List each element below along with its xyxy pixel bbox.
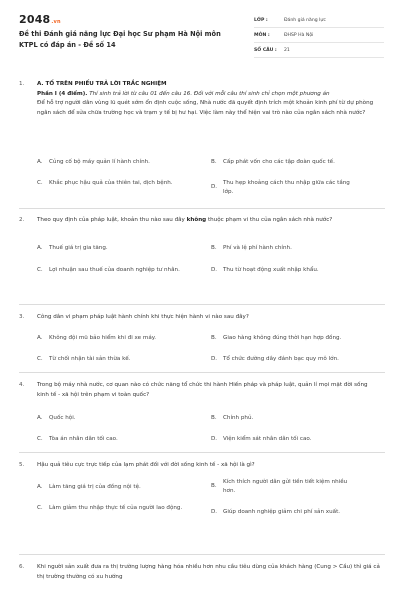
option-text: Thu hẹp khoảng cách thu nhập giữa các tầng lớp. [223,180,350,195]
option-letter: D. [211,356,218,362]
meta-row-subject [254,28,384,43]
section-heading: A. TỐ TRÊN PHIẾU TRẢ LỜI TRẮC NGHIỆM [37,81,167,87]
option-a[interactable] [37,158,207,168]
option-letter: D. [211,184,218,191]
option-text: Thu từ hoạt động xuất nhập khẩu. [223,267,319,274]
option-d[interactable] [211,355,381,365]
option-a[interactable] [37,244,207,254]
question-text [37,216,381,226]
question-text-part: thuộc phạm vi thu của ngân sách nhà nước? [206,217,333,223]
question-text: Hậu quả tiêu cực trực tiếp của lạm phát đối với đời sống kinh tế - xã hội là gì? [37,462,255,468]
option-letter: C. [37,436,43,442]
question-text: Khi người sản xuất đưa ra thị trường lượng hàng hóa nhiều hơn nhu cầu tiêu dùng của khách hàng (Cung > Cầu) thì giá cả thị trường thường có xu hướng [37,564,380,580]
question-divider [19,304,385,305]
option-text: Giúp doanh nghiệp giảm chi phí sản xuất. [223,509,341,516]
option-letter: A. [37,245,43,251]
part-label: Phần I (4 điểm). [37,90,88,97]
question-keyword: không [186,217,207,223]
document-title: Đề thi Đánh giá năng lực Đại học Sư phạm Hà Nội môn KTPL có đáp án - Đề số 14 [19,30,221,49]
meta-key: SỐ CÂU : [254,47,277,53]
option-b[interactable] [211,414,381,424]
meta-key: MÔN : [254,32,270,38]
option-c[interactable] [37,266,192,276]
option-letter: B. [211,415,217,421]
meta-key: LỚP : [254,17,268,23]
option-text: Làm giảm thu nhập thực tế của người lao động. [49,505,183,512]
option-a[interactable] [37,483,207,493]
meta-value: ĐHSP Hà Nội [284,32,314,38]
meta-value: 21 [284,47,290,53]
option-text: Làm tăng giá trị của đồng nội tệ. [49,484,141,491]
option-letter: B. [211,245,217,251]
option-letter: D. [211,436,218,442]
question-text: Để hỗ trợ người dân vùng lũ quét sớm ổn định cuộc sống, Nhà nước đã quyết định trích một khoản kinh phí từ dự phòng ngân sách để sửa chữa trường học và trạm y tế bị hư hại. Việc làm này thể hiện vai trò nào của ngân sách nhà nước? [37,100,374,116]
option-b[interactable] [211,244,381,254]
document-meta-table [254,13,384,58]
option-letter: D. [211,509,218,515]
option-text: Củng cố bộ máy quản lí hành chính. [49,159,150,166]
question-number: 2. [19,217,25,223]
option-d[interactable] [211,266,381,276]
question-number: 4. [19,382,25,388]
option-d[interactable] [211,179,361,197]
option-c[interactable] [37,504,187,514]
option-text: Giao hàng không đúng thời hạn hợp đồng. [223,335,342,342]
option-text: Cấp phát vốn cho các tập đoàn quốc tế. [223,159,335,166]
option-d[interactable] [211,508,381,518]
document-header [0,0,400,66]
option-text: Không đội mũ bảo hiểm khi đi xe máy. [49,335,157,342]
option-letter: C. [37,180,43,186]
option-text: Tòa án nhân dân tối cao. [49,436,118,443]
option-text: Chính phủ. [223,415,254,422]
option-text: Từ chối nhận tài sản thừa kế. [49,356,131,363]
option-letter: C. [37,356,43,362]
option-text: Khắc phục hậu quả của thiên tai, dịch bệnh. [49,180,173,187]
option-letter: B. [211,483,217,490]
option-text: Tổ chức đường dây đánh bạc quy mô lớn. [223,356,339,363]
site-logo[interactable] [19,13,61,26]
option-letter: A. [37,159,43,165]
option-letter: C. [37,267,43,273]
meta-row-class [254,13,384,28]
option-letter: B. [211,159,217,165]
option-letter: D. [211,267,218,273]
question-divider [19,208,385,209]
option-text: Lợi nhuận sau thuế của doanh nghiệp tư nhân. [49,267,180,274]
option-a[interactable] [37,414,207,424]
option-a[interactable] [37,334,207,344]
option-c[interactable] [37,435,207,445]
option-b[interactable] [211,158,381,168]
option-text: Thuế giá trị gia tăng. [49,245,108,252]
question-divider [19,372,385,373]
logo-suffix: .vn [51,19,61,25]
part-instruction [37,90,381,100]
option-text: Kích thích người dân gửi tiền tiết kiệm nhiều hơn. [223,479,348,494]
question-number: 3. [19,314,25,320]
question-number: 5. [19,462,25,468]
question-number: 6. [19,564,25,570]
logo-main: 2048 [19,13,51,26]
question-text-part: Theo quy định của pháp luật, khoản thu nào sau đây [37,217,187,223]
option-c[interactable] [37,355,207,365]
option-letter: A. [37,415,43,421]
option-text: Phí và lệ phí hành chính. [223,245,292,252]
option-text: Viện kiểm sát nhân dân tối cao. [223,436,312,443]
question-body [37,80,381,118]
option-c[interactable] [37,179,187,189]
option-b[interactable] [211,478,361,496]
option-letter: B. [211,335,217,341]
part-instruction-text: Thí sinh trả lời từ câu 01 đến câu 16. Đối với mỗi câu thí sinh chỉ chọn một phương án [87,90,330,97]
question-divider [19,452,385,453]
option-d[interactable] [211,435,381,445]
question-text: Trong bộ máy nhà nước, cơ quan nào có chức năng tổ chức thi hành Hiến pháp và pháp luật, quản lí mọi mặt đời sống kinh tế - xã hội trên phạm vi toàn quốc? [37,382,368,398]
option-text: Quốc hội. [49,415,76,422]
option-b[interactable] [211,334,381,344]
option-letter: C. [37,505,43,511]
option-letter: A. [37,335,43,341]
meta-value: Đánh giá năng lực [284,17,326,23]
question-number: 1. [19,81,25,87]
option-letter: A. [37,484,43,490]
question-text: Công dân vi phạm pháp luật hành chính khi thực hiện hành vi nào sau đây? [37,314,249,320]
question-divider [19,554,385,555]
meta-row-count [254,43,384,58]
